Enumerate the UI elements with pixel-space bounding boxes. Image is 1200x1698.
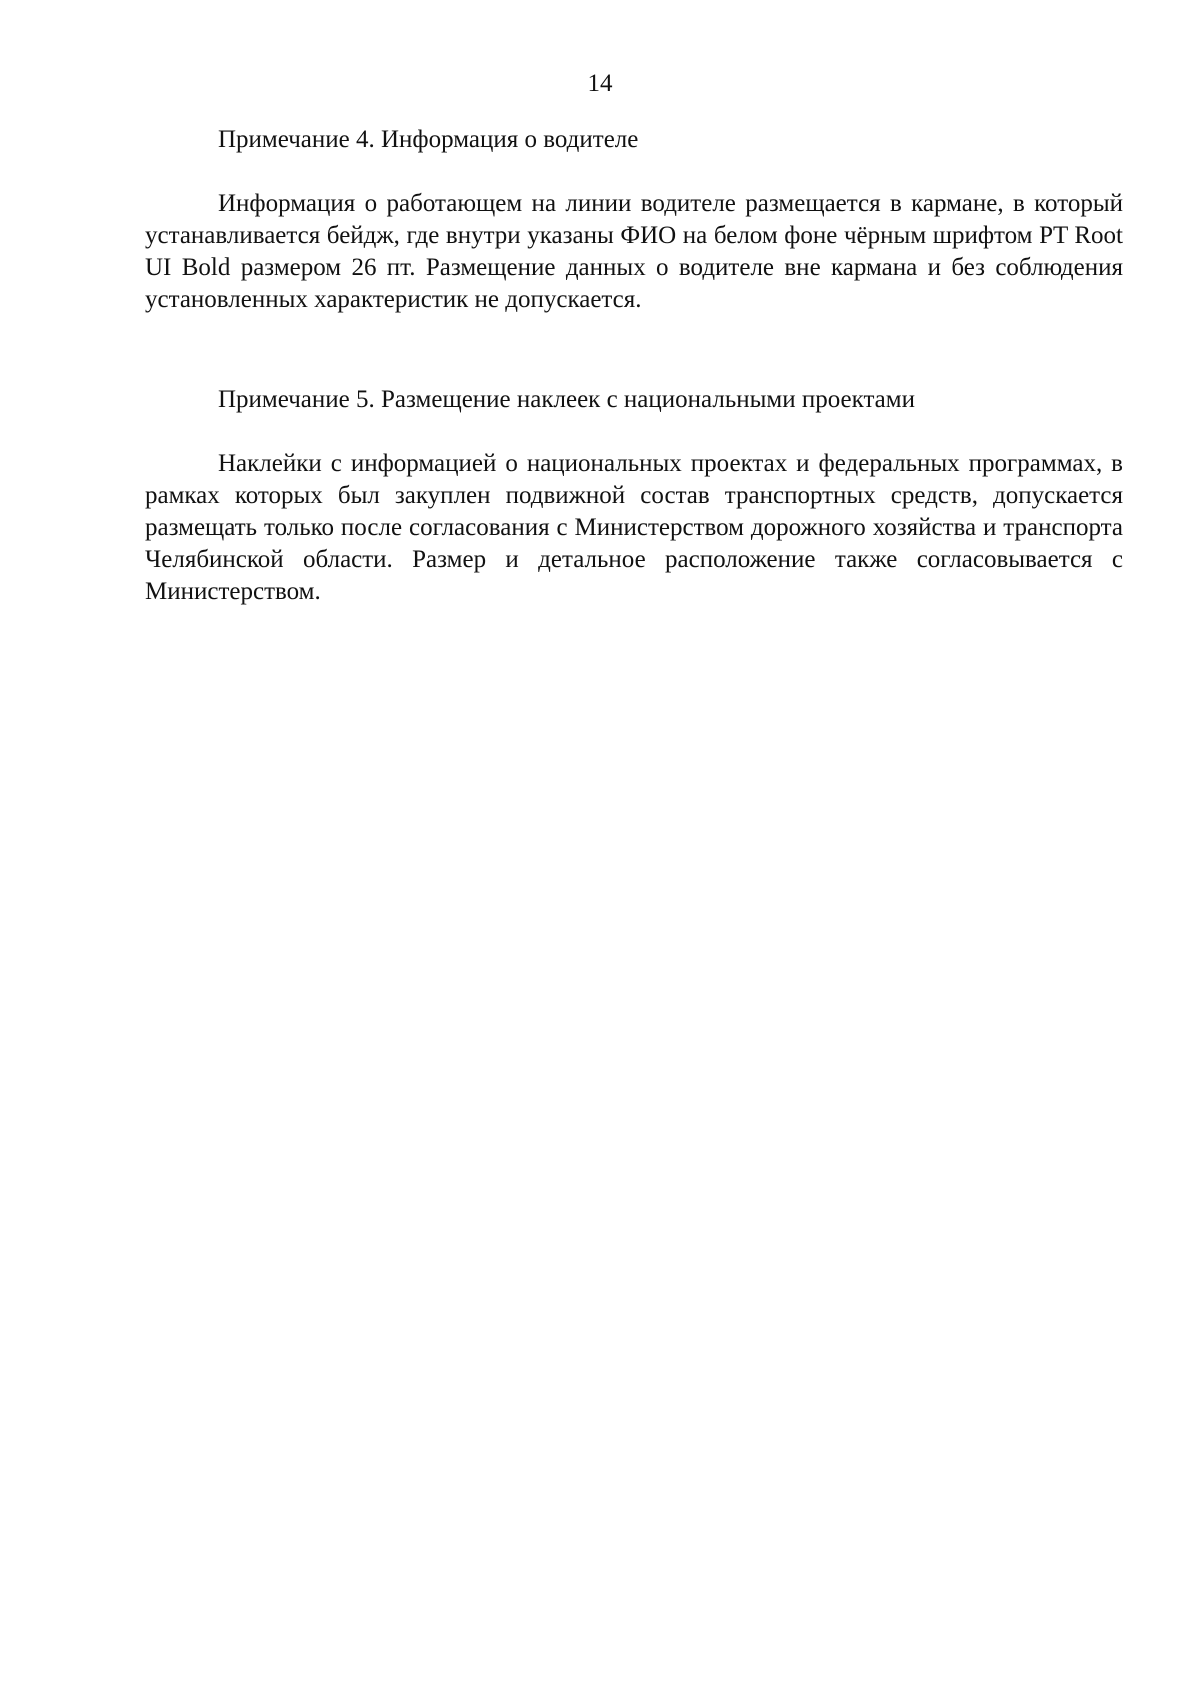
note-5-paragraph: Наклейки с информацией о национальных проектах и федеральных программах, в рамках которых был закуплен подвижной состав транспортных средств, допускается размещать только после согласования с Министерством дорожного хозяйства и транспорта Челябинской области. Размер и детальное расположение также согласовывается с Министерством. [145,450,1123,605]
note-5-heading: Примечание 5. Размещение наклеек с национальными проектами [218,386,915,413]
note-4-heading: Примечание 4. Информация о водителе [218,126,639,153]
page-number: 14 [587,70,613,97]
note-4-paragraph: Информация о работающем на линии водителе размещается в кармане, в который устанавливается бейдж, где внутри указаны ФИО на белом фоне чёрным шрифтом PT Root UI Bold размером 26 пт. Размещение данных о водителе вне кармана и без соблюдения установленных характеристик не допускается. [145,190,1123,313]
